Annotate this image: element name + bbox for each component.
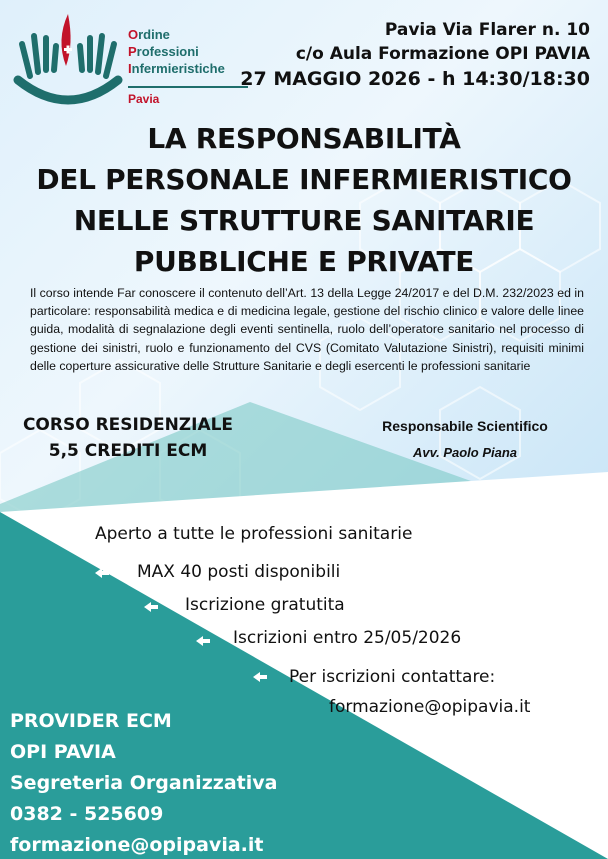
venue-address: Pavia Via Flarer n. 10: [384, 20, 590, 40]
brand-city: Pavia: [128, 92, 160, 106]
scientific-manager-label: Responsabile Scientifico: [382, 418, 548, 434]
course-credits: 5,5 CREDITI ECM: [48, 441, 208, 461]
footer-secretariat: Segreteria Organizzativa: [10, 772, 278, 794]
title-line: LA RESPONSABILITÀ: [147, 122, 461, 155]
arrow-bullet-icon: [143, 601, 159, 613]
event-venue: [240, 18, 590, 92]
opi-logo-icon: [8, 10, 128, 120]
info-item: MAX 40 posti disponibili: [137, 562, 341, 582]
provider-footer: [10, 706, 277, 859]
scientific-manager: [360, 416, 570, 464]
course-info: [18, 412, 238, 464]
scientific-manager-name: Avv. Paolo Piana: [412, 445, 518, 460]
brand-divider: [128, 86, 248, 88]
brand-line-3: nfermieristiche: [131, 61, 225, 76]
brand-name: Ordine Professioni Infermieristiche: [128, 27, 225, 76]
arrow-bullet-icon: [94, 567, 110, 579]
course-type: CORSO RESIDENZIALE: [22, 415, 234, 435]
title-line: DEL PERSONALE INFERMIERISTICO: [36, 163, 572, 196]
contact-label: Per iscrizioni contattare:: [289, 667, 496, 687]
brand-line-1: rdine: [138, 27, 170, 42]
title-line: NELLE STRUTTURE SANITARIE: [73, 204, 535, 237]
arrow-bullet-icon: [195, 635, 211, 647]
arrow-bullet-icon: [44, 529, 60, 541]
course-title: [0, 118, 608, 282]
venue-place: c/o Aula Formazione OPI PAVIA: [295, 44, 590, 64]
contact-email[interactable]: formazione@opipavia.it: [329, 697, 531, 717]
footer-provider: PROVIDER ECM: [10, 710, 172, 732]
info-item: Iscrizioni entro 25/05/2026: [233, 628, 462, 648]
info-item: Iscrizione gratutita: [185, 595, 345, 615]
footer-email[interactable]: formazione@opipavia.it: [10, 834, 264, 856]
footer-organization: OPI PAVIA: [10, 741, 116, 763]
footer-phone[interactable]: 0382 - 525609: [10, 803, 164, 825]
info-item: Aperto a tutte le professioni sanitarie: [95, 524, 413, 544]
title-line: PUBBLICHE E PRIVATE: [133, 245, 475, 278]
course-description: Il corso intende Far conoscere il contenuto dell’Art. 13 della Legge 24/2017 e del D.M. 232/2023 ed in particolare: responsabilità medica e di medicina legale, gestione del rischio clinico e valore delle linee guida, modalità di segnalazione degli eventi sentinella, ruolo dell’operatore sanitario nel processo di gestione dei sinistri, ruolo e funzionamento del CVS (Comitato Valutazione Sinistri), requisiti minimi delle coperture assicurative delle Strutture Sanitarie e degli esercenti le professioni sanitarie: [30, 286, 584, 373]
brand-line-2: rofessioni: [136, 44, 199, 59]
arrow-bullet-icon: [252, 671, 268, 683]
event-date-time: 27 MAGGIO 2026 - h 14:30/18:30: [240, 68, 590, 90]
